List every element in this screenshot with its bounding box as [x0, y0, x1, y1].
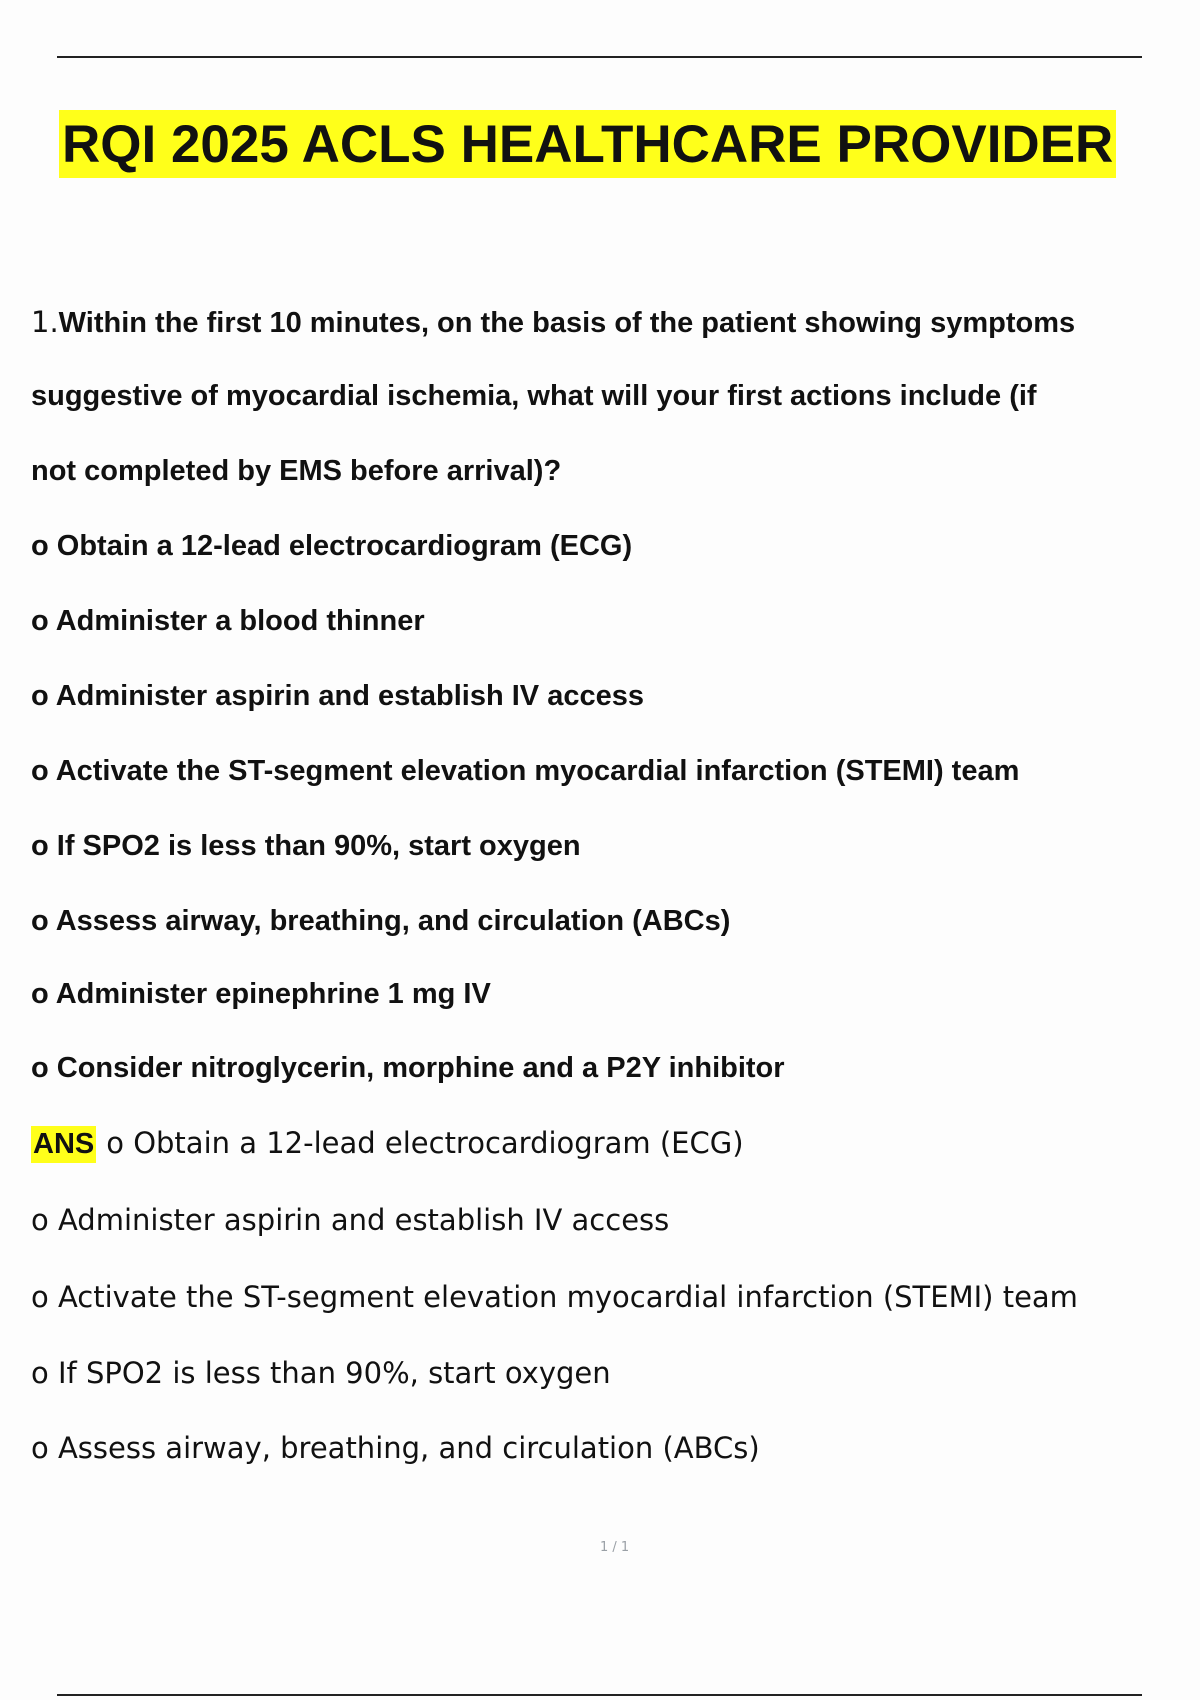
answer-line: o Activate the ST-segment elevation myocardial infarction (STEMI) team — [31, 1280, 1078, 1314]
option-item: o If SPO2 is less than 90%, start oxygen — [31, 830, 581, 862]
option-item: o Assess airway, breathing, and circulation (ABCs) — [31, 905, 731, 937]
option-item: o Consider nitroglycerin, morphine and a P2Y inhibitor — [31, 1052, 785, 1084]
document-title: RQI 2025 ACLS HEALTHCARE PROVIDER — [59, 110, 1116, 178]
question-line-2: suggestive of myocardial ischemia, what will your first actions include (if — [31, 380, 1037, 412]
question-line-1 — [31, 305, 1196, 340]
option-item: o Activate the ST-segment elevation myocardial infarction (STEMI) team — [31, 755, 1020, 787]
page-number: 1 / 1 — [600, 1540, 630, 1555]
question-line-3: not completed by EMS before arrival)? — [31, 455, 562, 487]
answer-line: o If SPO2 is less than 90%, start oxygen — [31, 1356, 611, 1390]
bottom-rule — [57, 1694, 1142, 1696]
answer-line: o Assess airway, breathing, and circulation (ABCs) — [31, 1431, 760, 1465]
option-item: o Obtain a 12-lead electrocardiogram (ECG) — [31, 530, 633, 562]
option-item: o Administer aspirin and establish IV access — [31, 680, 644, 712]
question-number: 1. — [31, 305, 59, 339]
top-rule — [57, 56, 1142, 58]
answer-text: o Obtain a 12-lead electrocardiogram (ECG) — [106, 1126, 744, 1160]
option-item: o Administer a blood thinner — [31, 605, 425, 637]
answer-line: o Administer aspirin and establish IV access — [31, 1203, 670, 1237]
answer-line-1 — [31, 1126, 744, 1161]
option-item: o Administer epinephrine 1 mg IV — [31, 978, 491, 1010]
question-text-1: Within the first 10 minutes, on the basis of the patient showing symptoms — [58, 307, 1076, 339]
answer-label: ANS — [31, 1126, 96, 1163]
